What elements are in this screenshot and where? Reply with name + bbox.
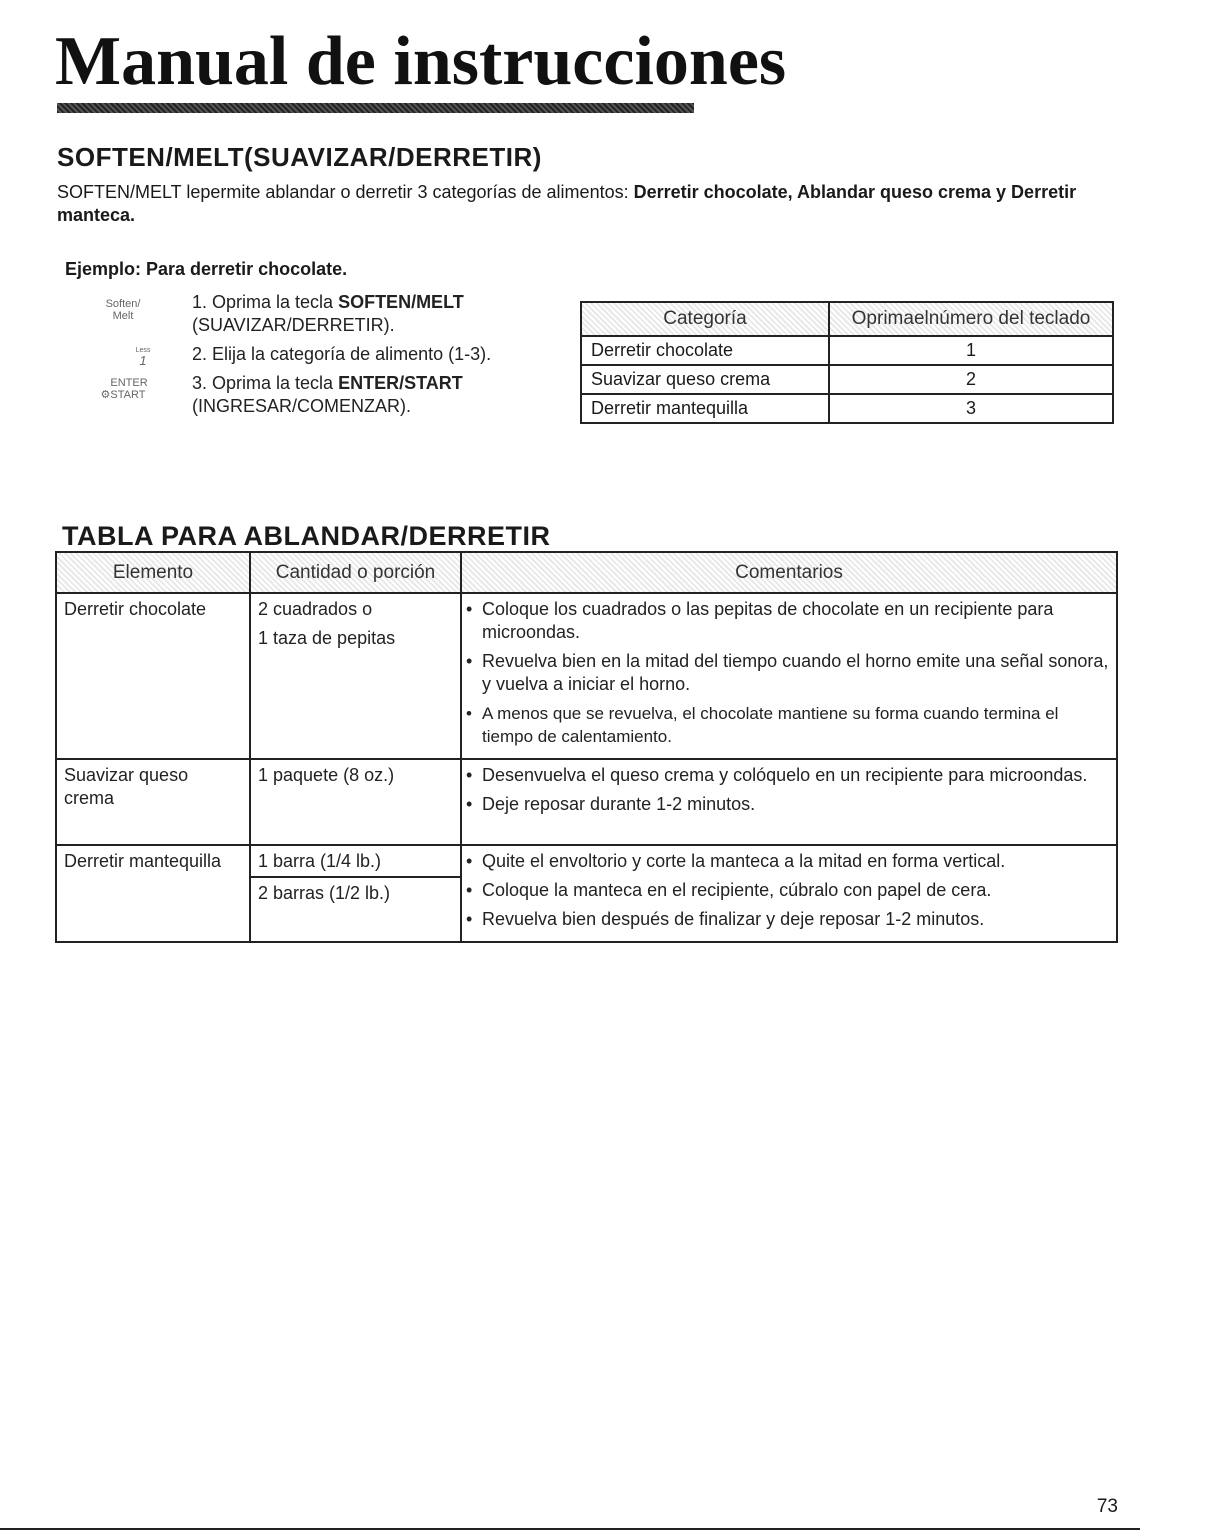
intro-bold-text: Derretir chocolate, Ablandar queso crema y Derretir manteca. (57, 182, 1077, 225)
step-3-rest: (INGRESAR/COMENZAR). (192, 396, 412, 416)
bullet-icon: • (466, 794, 473, 814)
bullet-icon: • (466, 599, 473, 619)
quantity-cell (250, 759, 461, 845)
example-title: Ejemplo: Para derretir chocolate. (65, 259, 348, 279)
step-1-key: SOFTEN/MELT (338, 292, 464, 312)
step-1-prefix: 1. Oprima la tecla (192, 292, 339, 312)
comments-cell (461, 593, 1117, 759)
bullet-icon: • (466, 851, 473, 871)
quantity-header: Cantidad o porción (250, 552, 461, 593)
category-table-header-row (581, 302, 1113, 336)
soften-melt-key-icon (88, 298, 158, 322)
element-cell: Derretir mantequilla (56, 845, 250, 942)
comment-text: Revuelva bien después de finalizar y deje reposar 1-2 minutos. (482, 909, 985, 929)
element-cell: Suavizar queso crema (56, 759, 250, 845)
gear-icon: ⚙ (100, 389, 111, 401)
comments-cell (461, 759, 1117, 845)
category-cell: Derretir mantequilla (581, 394, 829, 423)
step-1-rest: (SUAVIZAR/DERRETIR). (192, 315, 395, 335)
quantity-line: 2 cuadrados o (258, 599, 373, 619)
comment-item (466, 702, 1112, 748)
quantity-line: 1 paquete (8 oz.) (258, 765, 395, 785)
step-3 (192, 372, 552, 418)
comment-item (466, 764, 1112, 787)
keypad-number-cell: 1 (829, 336, 1113, 365)
enter-key-start-label: START (110, 389, 146, 401)
table-row (56, 845, 1117, 942)
quantity-line: 1 taza de pepitas (258, 628, 396, 648)
comment-text: Deje reposar durante 1-2 minutos. (482, 794, 756, 814)
bottom-rule (0, 1528, 1140, 1530)
category-header: Categoría (581, 302, 829, 336)
bullet-icon: • (466, 704, 472, 723)
intro-text: SOFTEN/MELT lepermite ablandar o derretir 3 categorías de alimentos: (57, 182, 634, 202)
comment-text: A menos que se revuelva, el chocolate mantiene su forma cuando termina el tiempo de calentamiento. (482, 704, 1059, 746)
section-heading: SOFTEN/MELT(SUAVIZAR/DERRETIR) (57, 142, 542, 172)
bullet-icon: • (466, 880, 473, 900)
page-number: 73 (1096, 1496, 1118, 1517)
number-key-top-label: Less (135, 347, 151, 354)
comment-text: Desenvuelva el queso crema y colóquelo en un recipiente para microondas. (482, 765, 1088, 785)
element-header: Elemento (56, 552, 250, 593)
comment-item (466, 650, 1112, 696)
comment-item (466, 793, 1112, 816)
quantity-line: 2 barras (1/2 lb.) (258, 883, 391, 903)
step-2-text: 2. Elija la categoría de alimento (1-3). (192, 344, 492, 364)
comment-item (466, 879, 1112, 902)
quantity-line: 1 barra (1/4 lb.) (251, 850, 460, 878)
step-1 (192, 291, 552, 337)
bullet-icon: • (466, 651, 473, 671)
comments-cell (461, 845, 1117, 942)
comments-header: Comentarios (461, 552, 1117, 593)
soften-key-top-label: Soften/ (105, 298, 141, 310)
soften-melt-table (55, 551, 1118, 943)
bullet-icon: • (466, 765, 473, 785)
soften-melt-table-heading: TABLA PARA ABLANDAR/DERRETIR (62, 521, 551, 551)
number-key-bottom-label: 1 (139, 353, 147, 368)
enter-key-top-label: ENTER (110, 377, 148, 389)
soften-key-bottom-label: Melt (112, 310, 134, 322)
step-3-key: ENTER/START (338, 373, 463, 393)
number-one-key-icon (128, 347, 158, 367)
category-cell: Suavizar queso crema (581, 365, 829, 394)
category-row (581, 394, 1113, 423)
element-cell: Derretir chocolate (56, 593, 250, 759)
keypad-number-cell: 2 (829, 365, 1113, 394)
step-3-prefix: 3. Oprima la tecla (192, 373, 339, 393)
step-2 (192, 343, 552, 366)
comment-item (466, 598, 1112, 644)
example-steps (192, 291, 552, 424)
intro-paragraph (57, 181, 1117, 227)
category-cell: Derretir chocolate (581, 336, 829, 365)
quantity-cell (250, 593, 461, 759)
comment-item (466, 850, 1112, 873)
table-row (56, 759, 1117, 845)
title-rule (57, 103, 694, 113)
keypad-number-header: Oprimaelnúmero del teclado (829, 302, 1113, 336)
comment-item (466, 908, 1112, 931)
comment-text: Coloque los cuadrados o las pepitas de chocolate en un recipiente para microondas. (482, 599, 1054, 642)
comment-text: Revuelva bien en la mitad del tiempo cuando el horno emite una señal sonora, y vuelva a iniciar el horno. (482, 651, 1109, 694)
comment-text: Coloque la manteca en el recipiente, cúbralo con papel de cera. (482, 880, 992, 900)
comment-text: Quite el envoltorio y corte la manteca a la mitad en forma vertical. (482, 851, 1006, 871)
category-row (581, 336, 1113, 365)
enter-start-key-icon (88, 377, 158, 401)
table-row (56, 593, 1117, 759)
keypad-number-cell: 3 (829, 394, 1113, 423)
category-table (580, 301, 1114, 424)
main-table-header-row (56, 552, 1117, 593)
quantity-cell (250, 845, 461, 942)
category-row (581, 365, 1113, 394)
enter-key-bottom-label (88, 389, 158, 401)
bullet-icon: • (466, 909, 473, 929)
page-title: Manual de instrucciones (55, 23, 787, 100)
